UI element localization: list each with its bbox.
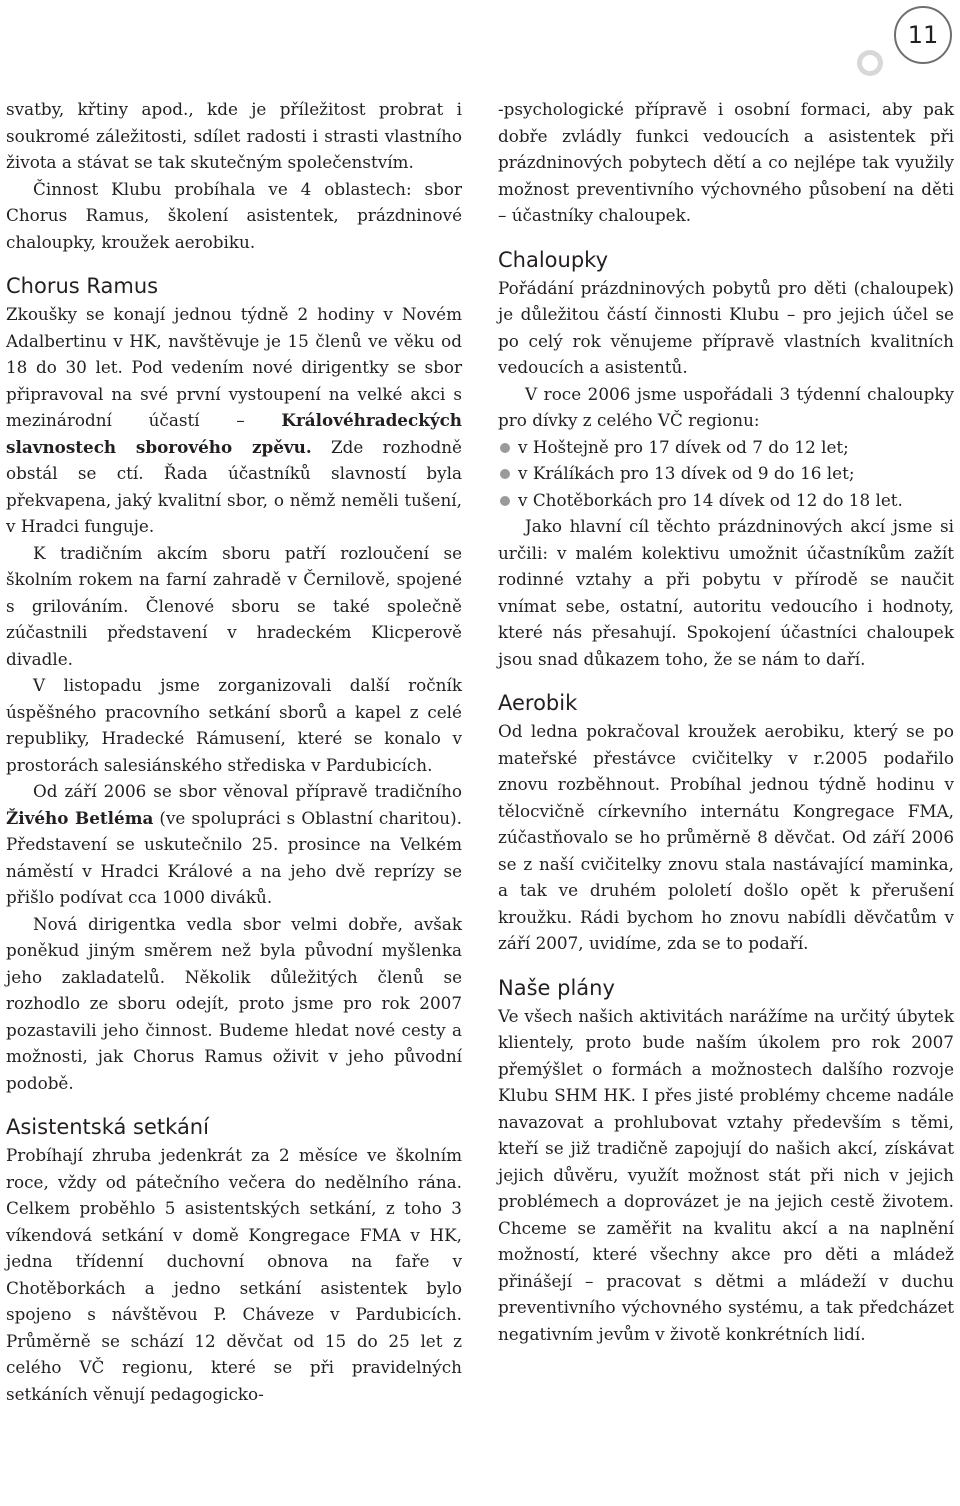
aerobik-paragraph: Od ledna pokračoval kroužek aerobiku, který se po mateřské přestávce cvičitelky v r.2005 podařilo znovu rozběhnout. Probíhal jednou týdně hodinu v tělocvičně církevního internátu Kongregace FMA, zúčastňovalo se ho průměrně 8 děvčat. Od září 2006 se z naší cvičitelky znovu stala nastávající maminka, a tak ve druhém pololetí došlo opět k přerušení kroužku. Rádi bychom ho znovu nabídli děvčatům v září 2007, uvidíme, zda se to podaří. (498, 721, 954, 953)
page-number-decoration (857, 50, 883, 76)
nase-plany-heading: Naše plány (498, 975, 615, 1000)
list-item: v Chotěborkách pro 14 dívek od 12 do 18 let. (498, 487, 954, 514)
continuation-paragraph: -psychologické přípravě i osobní formaci, aby pak dobře zvládly funkci vedoucích a asistentek při prázdninových pobytech dětí a co nejlépe tak využily možnost preventivního výchovného působení na děti – účastníky chaloupek. (498, 99, 954, 225)
chorus-paragraph-5: Nová dirigentka vedla sbor velmi dobře, avšak poněkud jiným směrem než byla původní myšlenka jeho zakladatelů. Několik důležitých členů se rozhodlo ze sboru odejít, proto jsme pro rok 2007 pozastavili jeho činnost. Budeme hledat nové cesty a možnosti, jak Chorus Ramus oživit v jeho původní podobě. (6, 913, 462, 1093)
list-item: v Hoštejně pro 17 dívek od 7 do 12 let; (498, 434, 954, 461)
left-column (6, 96, 462, 1407)
nase-plany-paragraph: Ve všech našich aktivitách narážíme na určitý úbytek klientely, proto bude naším úkolem pro rok 2007 přemýšlet o formách a možnostech dalšího rozvoje Klubu SHM HK. I přes jisté problémy chceme nadále navazovat a prohlubovat vztahy především s těmi, kteří se již tradičně zapojují do našich akcí, získávat jejich důvěru, využít možnost stát při nich v jejich problémech a doprovázet je na jejich cestě životem. Chceme se zaměřit na kvalitu akcí a na naplnění možností, které všechny akce pro děti a mládež přinášejí – pracovat s dětmi a mládeží v duchu preventivního výchovného systému, a tak předcházet negativním jevům v životě konkrétních lidí. (498, 1005, 954, 1344)
chorus-p4-bold: Živého Betléma (6, 807, 154, 828)
chorus-p1-text-b: Zde rozhodně obstál se ctí. Řada účastníků slavností byla překvapena, jaký kvalitní sbor, o němž neměli tušení, v Hradci funguje. (6, 436, 462, 536)
list-item: v Králíkách pro 13 dívek od 9 do 16 let; (498, 460, 954, 487)
chorus-p1-text-a: Zkoušky se konají jednou týdně 2 hodiny v Novém Adalbertinu v HK, navštěvuje je 15 členů ve věku od 18 do 30 let. Pod vedením nové dirigentky se sbor připravoval na své první vystoupení na velké akci s mezinárodní účastí – (6, 304, 462, 430)
right-column (498, 96, 954, 1347)
chorus-paragraph-2: K tradičním akcím sboru patří rozloučení se školním rokem na farní zahradě v Černilově, spojené s grilováním. Členové sboru se také společně zúčastnili představení v hradeckém Klicperově divadle. (6, 542, 462, 669)
chaloupky-paragraph-3: Jako hlavní cíl těchto prázdninových akcí jsme si určili: v malém kolektivu umožnit účastníkům zažít rodinné vztahy a při pobytu v přírodě se naučit vnímat sebe, ostatní, autoritu vedoucího i hodnoty, které nás přesahují. Spokojení účastníci chaloupek jsou snad důkazem toho, že se nám to daří. (498, 516, 954, 669)
asistentska-paragraph: Probíhají zhruba jedenkrát za 2 měsíce ve školním roce, vždy od pátečního večera do nedělního rána. Celkem proběhlo 5 asistentských setkání, z toho 3 víkendová setkání v domě Kongregace FMA v HK, jedna třídenní duchovní obnova na faře v Chotěborkách a jedno setkání asistentek bylo spojeno s návštěvou P. Cháveze v Pardubicích. Průměrně se schází 12 děvčat od 15 do 25 let z celého VČ regionu, které se při pravidelných setkáních věnují pedagogicko- (6, 1145, 462, 1404)
chorus-p1-bold: Královéhradeckých slavnostech sborového zpěvu. (6, 410, 462, 457)
activities-paragraph: Činnost Klubu probíhala ve 4 oblastech: sbor Chorus Ramus, školení asistentek, prázdninové chaloupky, kroužek aerobiku. (6, 178, 462, 252)
page-number (894, 6, 952, 64)
aerobik-heading: Aerobik (498, 691, 578, 715)
intro-paragraph: svatby, křtiny apod., kde je příležitost probrat i soukromé záležitosti, sdílet radosti i strasti vlastního života a stávat se tak skutečným společenstvím. (6, 99, 462, 172)
chorus-paragraph-4 (6, 778, 462, 911)
chorus-paragraph-3: V listopadu jsme zorganizovali další ročník úspěšného pracovního setkání sborů a kapel z celé republiky, Hradecké Rámusení, které se konalo v prostorách salesiánského střediska v Pardubicích. (6, 675, 462, 775)
chorus-p4-text-a: Od září 2006 se sbor věnoval přípravě tradičního (33, 781, 462, 801)
chorus-p4-text-b: (ve spolupráci s Oblastní charitou). Představení se uskutečnilo 25. prosince na Velkém náměstí v Hradci Králové a na jeho dvě reprízy se přišlo podívat cca 1000 diváků. (6, 807, 462, 907)
asistentska-setkani-heading: Asistentská setkání (6, 1115, 209, 1139)
page-number-text: 11 (907, 21, 939, 49)
chaloupky-paragraph-2: V roce 2006 jsme uspořádali 3 týdenní chaloupky pro dívky z celého VČ regionu: (498, 383, 954, 430)
chaloupky-list (498, 434, 954, 514)
chorus-paragraph-1 (6, 301, 462, 540)
chaloupky-paragraph-1: Pořádání prázdninových pobytů pro děti (chaloupek) je důležitou částí činnosti Klubu – pro jejich účel se po celý rok věnujeme přípravě vlastních kvalitních vedoucích a asistentů. (498, 277, 954, 377)
chorus-ramus-heading: Chorus Ramus (6, 274, 159, 298)
chaloupky-heading: Chaloupky (498, 247, 609, 272)
